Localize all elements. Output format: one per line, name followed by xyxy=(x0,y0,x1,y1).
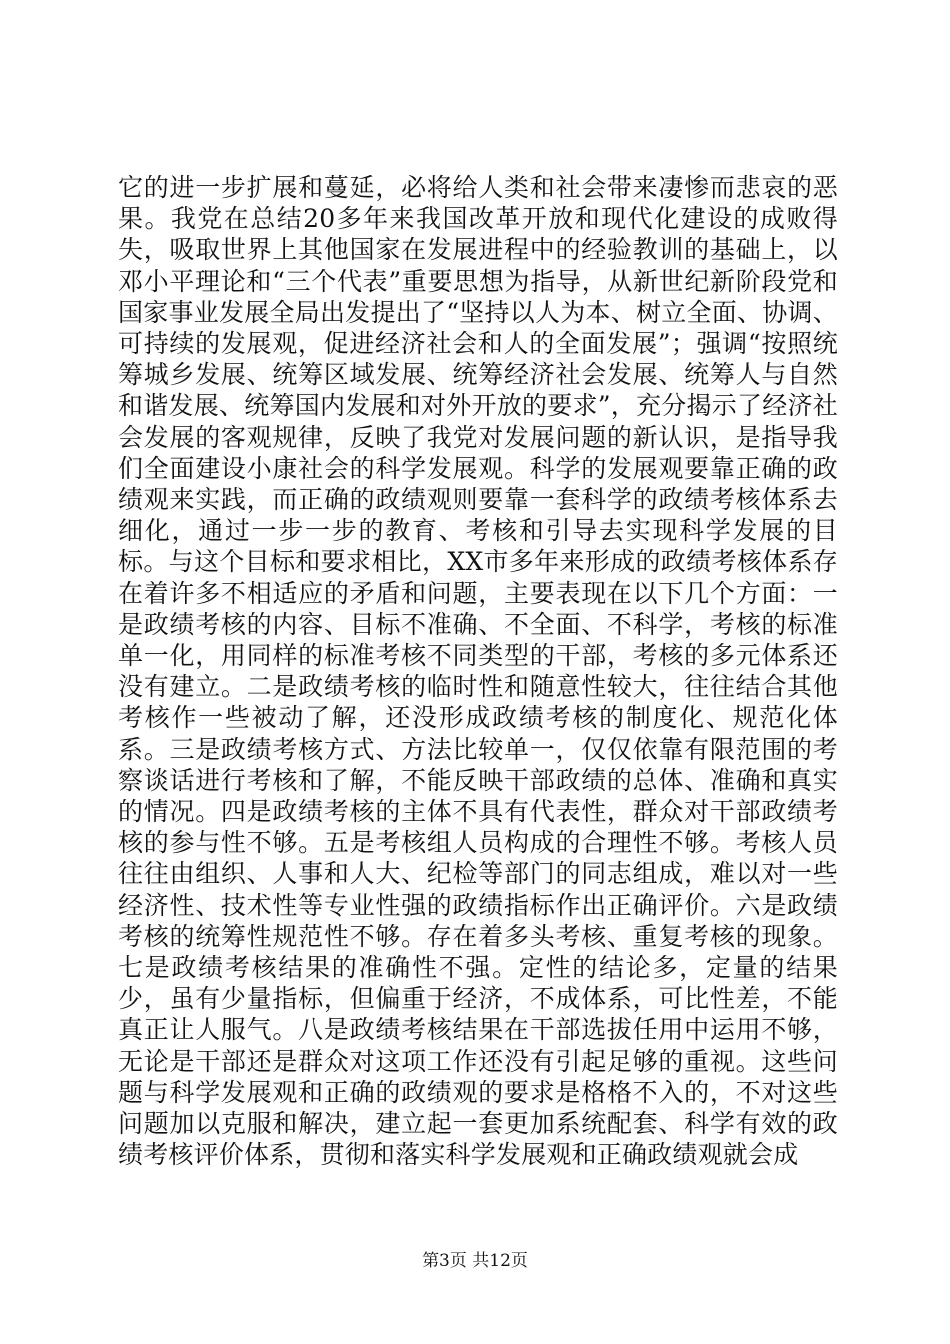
page-footer: 第3页 共12页 xyxy=(422,1251,528,1271)
body-paragraph: 它的进一步扩展和蔓延，必将给人类和社会带来凄惨而悲哀的恶果。我党在总结20多年来我国改革开放和现代化建设的成败得失，吸取世界上其他国家在发展进程中的经验教训的基础上，以邓小平理论和“三个代表”重要思想为指导，从新世纪新阶段党和国家事业发展全局出发提出了“坚持以人为本、树立全面、协调、可持续的发展观，促进经济社会和人的全面发展”；强调“按照统筹城乡发展、统筹区域发展、统筹经济社会发展、统筹人与自然和谐发展、统筹国内发展和对外开放的要求”，充分揭示了经济社会发展的客观规律，反映了我党对发展问题的新认识，是指导我们全面建设小康社会的科学发展观。科学的发展观要靠正确的政绩观来实践，而正确的政绩观则要靠一套科学的政绩考核体系去细化，通过一步一步的教育、考核和引导去实现科学发展的目标。与这个目标和要求相比，XX市多年来形成的政绩考核体系存在着许多不相适应的矛盾和问题，主要表现在以下几个方面：一是政绩考核的内容、目标不准确、不全面、不科学，考核的标准单一化，用同样的标准考核不同类型的干部，考核的多元体系还没有建立。二是政绩考核的临时性和随意性较大，往往结合其他考核作一些被动了解，还没形成政绩考核的制度化、规范化体系。三是政绩考核方式、方法比较单一，仅仅依靠有限范围的考察谈话进行考核和了解，不能反映干部政绩的总体、准确和真实的情况。四是政绩考核的主体不具有代表性，群众对干部政绩考核的参与性不够。五是考核组人员构成的合理性不够。考核人员往往由组织、人事和人大、纪检等部门的同志组成，难以对一些经济性、技术性等专业性强的政绩指标作出正确评价。六是政绩考核的统筹性规范性不够。存在着多头考核、重复考核的现象。七是政绩考核结果的准确性不强。定性的结论多，定量的结果少，虽有少量指标，但偏重于经济，不成体系，可比性差，不能真正让人服气。八是政绩考核结果在干部选拔任用中运用不够，无论是干部还是群众对这项工作还没有引起足够的重视。这些问题与科学发展观和正确的政绩观的要求是格格不入的，不对这些问题加以克服和解决，建立起一套更加系统配套、科学有效的政绩考核评价体系，贯彻和落实科学发展观和正确政绩观就会成 xyxy=(118,173,838,1170)
